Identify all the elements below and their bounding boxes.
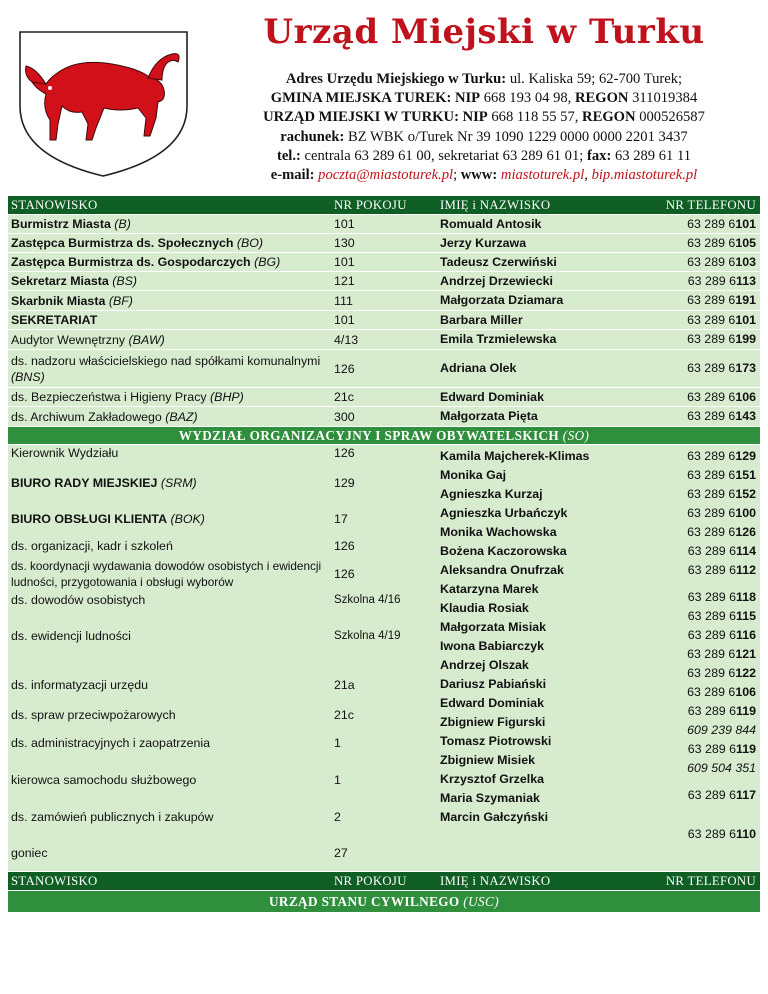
position-cell: ds. nadzoru właścicielskiego nad spółkami komunalnymi (BNS): [11, 353, 321, 384]
table-row: [8, 291, 760, 311]
table-row: [8, 311, 760, 330]
position-cell: ds. dowodów osobistych: [11, 593, 146, 607]
room-cell: 4/13: [334, 332, 359, 347]
phone-number[interactable]: 63 289 6113: [687, 273, 756, 288]
section-header-so: WYDZIAŁ ORGANIZACYJNY I SPRAW OBYWATELSKICH (SO): [8, 427, 760, 445]
phone-number[interactable]: 63 289 6112: [687, 563, 756, 577]
phone-number[interactable]: 63 289 6114: [687, 544, 756, 558]
bip-link[interactable]: bip.miastoturek.pl: [591, 167, 698, 184]
position-cell: BIURO RADY MIEJSKIEJ (SRM): [11, 476, 197, 490]
position-cell: ds. administracyjnych i zaopatrzenia: [11, 736, 211, 750]
employee-name: Iwona Babiarczyk: [440, 639, 544, 653]
phone-cell: [650, 215, 760, 234]
phone-cell: [650, 359, 760, 378]
room-cell: 27: [334, 846, 348, 860]
position-cell: ds. Archiwum Zakładowego (BAZ): [11, 409, 198, 424]
table-row: [8, 388, 760, 407]
phone-number[interactable]: 63 289 6173: [687, 361, 756, 375]
name-cell: Barbara Miller: [440, 312, 523, 327]
position-cell: ds. organizacji, kadr i szkoleń: [11, 539, 173, 553]
phone-cell: [650, 388, 760, 407]
phone-number[interactable]: 63 289 6118: [687, 590, 756, 604]
employee-name: Krzysztof Grzelka: [440, 772, 544, 786]
phone-number[interactable]: 63 289 6105: [687, 235, 756, 250]
so-position-row: [8, 666, 440, 704]
employee-name: Dariusz Pabiański: [440, 677, 547, 691]
employee-name: Monika Gaj: [440, 468, 507, 482]
employee-name: Bożena Kaczorowska: [440, 544, 567, 558]
phone-cell: [650, 234, 760, 253]
table-row: [8, 272, 760, 291]
room-cell: 126: [334, 539, 355, 553]
phone-number[interactable]: 63 289 6101: [687, 216, 756, 231]
phone-cell: [650, 291, 760, 310]
so-position-row: [8, 556, 440, 592]
room-cell: Szkolna 4/16: [334, 594, 401, 606]
position-cell: Zastępca Burmistrza ds. Społecznych (BO): [11, 236, 264, 250]
employee-name: Zbigniew Figurski: [440, 715, 546, 729]
phone-number[interactable]: 63 289 6110: [687, 827, 756, 841]
spacer: [650, 805, 756, 825]
room-cell: 129: [334, 476, 355, 490]
employee-name: Monika Wachowska: [440, 525, 557, 539]
spacer: [650, 778, 756, 786]
phone-number[interactable]: 63 289 6199: [687, 332, 756, 346]
so-position-row: [8, 465, 440, 501]
room-cell: 2: [334, 810, 341, 824]
employee-name: Katarzyna Marek: [440, 582, 539, 596]
so-position-row: [8, 725, 440, 761]
position-cell: Audytor Wewnętrzny (BAW): [11, 332, 165, 347]
name-cell: Romuald Antosik: [440, 216, 542, 231]
position-cell: Skarbnik Miasta (BF): [11, 293, 133, 308]
room-cell: 101: [334, 313, 355, 327]
so-position-row: [8, 501, 440, 536]
employee-name: Kamila Majcherek-Klimas: [440, 449, 590, 463]
room-cell: 21a: [334, 678, 355, 692]
name-cell: Małgorzata Dziamara: [440, 293, 564, 307]
section-header-usc: URZĄD STANU CYWILNEGO (USC): [8, 891, 760, 913]
room-cell: 126: [334, 567, 355, 581]
room-cell: 17: [334, 511, 348, 526]
employee-name: Tomasz Piotrowski: [440, 734, 552, 748]
room-cell: 101: [334, 217, 355, 231]
mobile-number[interactable]: 609 504 351: [687, 761, 756, 775]
phone-number[interactable]: 63 289 6101: [687, 312, 756, 327]
room-cell: 21c: [334, 390, 354, 404]
position-cell: Burmistrz Miasta (B): [11, 217, 131, 231]
name-cell: Tadeusz Czerwiński: [440, 254, 557, 269]
table-row: [8, 350, 760, 388]
so-position-row: [8, 799, 440, 835]
table-footer-header: STANOWISKO NR POKOJU IMIĘ i NAZWISKO NR TELEFONU: [8, 872, 760, 891]
phone-number[interactable]: 63 289 6117: [687, 788, 756, 802]
name-cell: Adriana Olek: [440, 361, 517, 375]
so-position-row: [8, 592, 440, 628]
table-row: [8, 253, 760, 272]
name-cell: Jerzy Kurzawa: [440, 235, 527, 250]
position-cell: Sekretarz Miasta (BS): [11, 274, 138, 288]
name-cell: Małgorzata Pięta: [440, 409, 538, 423]
room-cell: 101: [334, 255, 355, 269]
position-cell: ds. Bezpieczeństwa i Higieny Pracy (BHP): [11, 390, 244, 404]
so-position-row: [8, 761, 440, 799]
employee-name: Aleksandra Onufrzak: [440, 563, 564, 577]
phone-cell: [650, 330, 760, 349]
so-position-row: [8, 445, 440, 465]
www-link[interactable]: miastoturek.pl: [500, 167, 585, 184]
employee-name: Małgorzata Misiak: [440, 620, 547, 634]
spacer: [650, 580, 756, 588]
employee-name: Andrzej Olszak: [440, 658, 529, 672]
room-cell: 130: [334, 236, 355, 250]
room-cell: 1: [334, 736, 341, 750]
room-cell: 300: [334, 409, 355, 424]
phone-number[interactable]: 63 289 6100: [687, 506, 756, 520]
phone-cell: [650, 407, 760, 426]
so-position-row: [8, 704, 440, 725]
room-cell: 1: [334, 773, 341, 787]
position-cell: SEKRETARIAT: [11, 313, 98, 327]
phone-number[interactable]: 63 289 6129: [687, 449, 756, 463]
employee-name: Klaudia Rosiak: [440, 601, 529, 615]
table-row: [8, 407, 760, 427]
room-cell: 126: [334, 361, 355, 376]
mobile-number[interactable]: 609 239 844: [687, 723, 756, 737]
phone-number[interactable]: 63 289 6103: [687, 254, 756, 269]
phone-number[interactable]: 63 289 6126: [687, 525, 756, 539]
phone-cell: [650, 272, 760, 291]
employee-name: Edward Dominiak: [440, 696, 544, 710]
so-block: [8, 445, 760, 872]
phone-number[interactable]: 63 289 6115: [687, 609, 756, 623]
table-row: [8, 215, 760, 234]
email-link[interactable]: poczta@miastoturek.pl: [318, 167, 454, 184]
position-cell: Kierownik Wydziału: [11, 446, 119, 460]
position-cell: BIURO OBSŁUGI KLIENTA (BOK): [11, 511, 205, 526]
room-cell: Szkolna 4/19: [334, 630, 401, 642]
room-cell: 21c: [334, 707, 354, 722]
page-title: Urząd Miejski w Turku: [263, 12, 705, 52]
position-cell: ds. ewidencji ludności: [11, 629, 131, 643]
table-header: STANOWISKO NR POKOJU IMIĘ i NAZWISKO NR TELEFONU: [8, 196, 760, 215]
office-address-block: Adres Urzędu Miejskiego w Turku: ul. Kaliska 59; 62-700 Turek; GMINA MIEJSKA TUREK: NIP 668 193 04 98, REGON 311019384 URZĄD MIEJSKI W TURKU: NIP 668 118 55 57, REGON 000526587 rachunek: BZ WBK o/Turek Nr 39 1090 1229 0000 0000 2201 3437 tel.: centrala 63 289 61 00, sekretariat 63 289 61 01; fax: 63 289 61 11 e-mail: poczta@miastoturek.pl; www: miastoturek.pl, bip.miastoturek.pl: [263, 71, 705, 184]
table-row: [8, 330, 760, 350]
coat-of-arms-bull-icon: [16, 28, 191, 178]
phone-cell: [650, 311, 760, 330]
so-position-row: [8, 835, 440, 871]
room-cell: 121: [334, 274, 355, 288]
employee-name: Maria Szymaniak: [440, 791, 540, 805]
position-cell: ds. zamówień publicznych i zakupów: [11, 810, 214, 824]
phone-number[interactable]: 63 289 6122: [687, 666, 756, 680]
phone-number[interactable]: 63 289 6106: [687, 389, 756, 404]
name-cell: Emila Trzmielewska: [440, 332, 557, 346]
employee-name: Agnieszka Kurzaj: [440, 487, 543, 501]
position-cell: ds. koordynacji wydawania dowodów osobistych i ewidencji ludności, przygotowania i obsługi wyborów: [11, 559, 322, 589]
employee-name: Zbigniew Misiek: [440, 753, 536, 767]
position-cell: ds. informatyzacji urzędu: [11, 678, 149, 692]
phone-number[interactable]: 63 289 6119: [687, 704, 756, 718]
table-row: [8, 234, 760, 253]
so-position-row: [8, 536, 440, 556]
phone-number[interactable]: 63 289 6152: [687, 487, 756, 501]
name-cell: Edward Dominiak: [440, 389, 544, 404]
phone-number[interactable]: 63 289 6151: [687, 468, 756, 482]
phone-number[interactable]: 63 289 6143: [687, 409, 756, 423]
name-cell: Andrzej Drzewiecki: [440, 273, 553, 288]
position-cell: goniec: [11, 846, 48, 860]
phone-number[interactable]: 63 289 6121: [687, 647, 756, 661]
staff-directory-table: [8, 196, 760, 913]
position-cell: kierowca samochodu służbowego: [11, 773, 197, 787]
employee-name: Marcin Gałczyński: [440, 810, 549, 824]
position-cell: Zastępca Burmistrza ds. Gospodarczych (BG): [11, 255, 281, 269]
room-cell: 126: [334, 446, 355, 460]
room-cell: 111: [334, 293, 353, 308]
phone-cell: [650, 253, 760, 272]
so-position-row: [8, 628, 440, 666]
phone-number[interactable]: 63 289 6116: [687, 628, 756, 642]
phone-number[interactable]: 63 289 6191: [687, 293, 756, 307]
phone-number[interactable]: 63 289 6119: [687, 742, 756, 756]
employee-name: Agnieszka Urbańczyk: [440, 506, 568, 520]
phone-number[interactable]: 63 289 6106: [687, 685, 756, 699]
position-cell: ds. spraw przeciwpożarowych: [11, 707, 176, 722]
